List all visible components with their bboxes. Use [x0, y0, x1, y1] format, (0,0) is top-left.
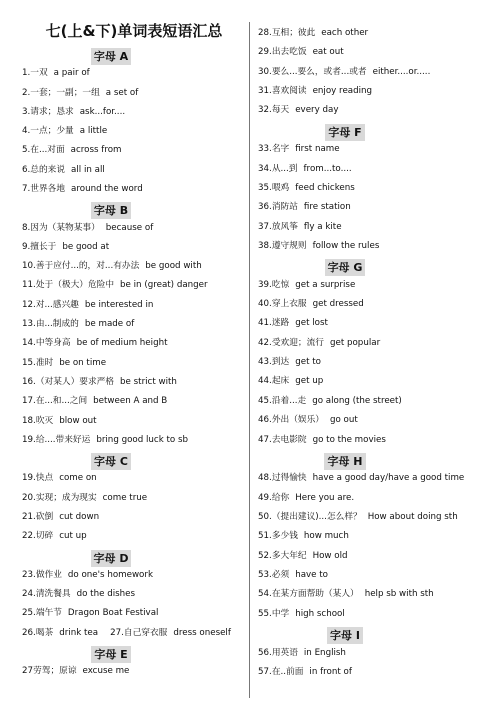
entry-english: be in (great) danger	[120, 280, 208, 291]
section-header-label: 字母 G	[325, 259, 366, 276]
section-header	[258, 451, 432, 469]
vocab-entry	[22, 604, 158, 623]
entry-number: 35.	[258, 182, 272, 193]
entry-number: 57.	[258, 666, 272, 677]
entry-chinese: 一点；少量	[30, 126, 74, 137]
entry-number: 12.	[22, 299, 36, 310]
entry-chinese: 准时	[35, 357, 54, 368]
entry-english: How about doing sth	[367, 512, 458, 522]
vocab-entry	[258, 198, 351, 217]
section-header-label: 字母 C	[91, 453, 131, 470]
entry-english: either....or.....	[372, 66, 431, 77]
entry-number: 22.	[22, 531, 36, 542]
entry-chinese: 在...对面	[30, 145, 65, 156]
entry-chinese: 去电影院	[271, 434, 307, 445]
vocab-entry	[22, 566, 153, 585]
entry-english: in English	[303, 647, 346, 658]
entry-chinese: 自己穿衣服	[123, 627, 168, 638]
entry-number: 18.	[22, 415, 36, 426]
entry-english: bring good luck to sb	[96, 434, 189, 445]
entry-number: 31.	[258, 86, 272, 97]
entry-chinese: 世界各地	[30, 184, 66, 195]
entry-chinese: 外出（娱乐）	[271, 415, 324, 426]
entry-english: do one's homework	[67, 569, 153, 580]
vocab-entry	[258, 218, 342, 237]
entry-chinese: 遵守规则	[271, 240, 307, 251]
entry-english: eat out	[312, 47, 344, 58]
section-header-label: 字母 D	[91, 550, 132, 567]
section-header	[22, 200, 200, 218]
entry-number: 16.	[22, 376, 36, 387]
section-header	[258, 257, 432, 275]
entry-chinese: 因为（某物某事）	[30, 222, 100, 233]
vocab-entry	[258, 527, 349, 546]
vocab-entry	[22, 180, 143, 199]
vocab-entry	[258, 372, 323, 391]
vocab-entry	[22, 103, 125, 122]
vocab-entry	[22, 276, 208, 295]
entry-number: 46.	[258, 415, 272, 426]
entry-chinese: 在...和...之间	[35, 396, 88, 407]
entry-english: high school	[295, 608, 345, 619]
vocab-entry	[258, 469, 464, 488]
vocab-entry	[22, 122, 107, 141]
entry-english: get a surprise	[295, 279, 356, 290]
entry-number: 28.	[258, 28, 272, 38]
vocab-entry	[258, 566, 328, 585]
vocab-entry	[258, 663, 352, 682]
entry-chinese: 请求；恳求	[30, 106, 74, 117]
entry-english: a set of	[105, 87, 139, 98]
entry-chinese: 由...制成的	[35, 319, 79, 330]
entry-english: first name	[295, 144, 340, 155]
entry-english: each other	[321, 28, 369, 38]
section-header-label: 字母 B	[91, 202, 131, 219]
entry-number: 56.	[258, 647, 272, 658]
entry-number: 3.	[22, 106, 31, 117]
vocab-entry	[258, 314, 328, 333]
entry-chinese: 清洗餐具	[35, 589, 71, 600]
entry-chinese: 劳驾；原谅	[33, 666, 77, 677]
entry-english: go to the movies	[312, 434, 386, 445]
entry-chinese: 在..前面	[271, 666, 304, 677]
entry-chinese: 擅长于	[30, 241, 57, 252]
vocab-entry	[22, 624, 231, 643]
entry-chinese: 起床	[271, 376, 290, 387]
entry-number: 49.	[258, 492, 272, 503]
vocab-entry	[258, 489, 354, 508]
entry-chinese: 砍倒	[35, 511, 54, 522]
entry-number: 11.	[22, 280, 36, 291]
entry-chinese: 迷路	[271, 318, 290, 329]
vocab-entry	[22, 141, 121, 160]
entry-chinese: 穿上衣服	[271, 299, 307, 310]
entry-number: 48.	[258, 473, 272, 484]
vocab-entry	[22, 64, 90, 83]
vocab-entry	[258, 411, 358, 430]
entry-chinese: 实现；成为现实	[35, 492, 97, 503]
vocab-entry	[258, 295, 364, 314]
vocab-entry	[22, 392, 167, 411]
section-header-label: 字母 F	[325, 124, 364, 141]
section-header	[22, 46, 200, 64]
entry-number: 6.	[22, 164, 31, 175]
entry-english: cut down	[59, 511, 100, 522]
entry-number: 42.	[258, 337, 272, 348]
entry-english: have a good day/have a good time	[312, 473, 465, 484]
entry-chinese: 中学	[271, 608, 290, 619]
entry-english: ask...for....	[79, 106, 126, 117]
vocab-entry	[22, 219, 153, 238]
entry-chinese: 沿着...走	[271, 395, 307, 406]
entry-number: 51.	[258, 531, 272, 542]
vocab-entry	[22, 373, 177, 392]
entry-number: 27	[22, 666, 34, 677]
entry-chinese: 处于（极大）危险中	[35, 280, 115, 291]
entry-number: 38.	[258, 240, 272, 251]
entry-chinese: 用英语	[271, 647, 298, 658]
entry-english: because of	[105, 222, 154, 233]
entry-english: excuse me	[82, 666, 130, 677]
entry-chinese: 多少钱	[271, 531, 298, 542]
vocab-entry	[22, 238, 109, 257]
vocab-entry	[22, 527, 87, 546]
entry-number: 30.	[258, 66, 272, 77]
vocab-entry	[22, 315, 134, 334]
section-header-label: 字母 H	[324, 453, 365, 470]
section-header	[22, 451, 200, 469]
vocab-entry	[258, 160, 352, 179]
entry-number: 33.	[258, 144, 272, 155]
entry-english: drink tea	[59, 627, 99, 638]
vocab-entry	[258, 508, 458, 527]
entry-english: blow out	[59, 415, 97, 426]
entry-english: be strict with	[120, 376, 177, 387]
vocab-entry	[22, 354, 106, 373]
entry-number: 54.	[258, 589, 272, 600]
entry-chinese: 吃惊	[271, 279, 290, 290]
section-header	[258, 122, 432, 140]
entry-chinese: 喂鸡	[271, 182, 290, 193]
entry-chinese: （提出建议)...怎么样？	[271, 512, 362, 522]
vocab-entry	[258, 431, 386, 450]
entry-number: 2.	[22, 87, 31, 98]
entry-chinese: 喜欢阅读	[271, 86, 307, 97]
entry-chinese: 要么...要么，或者...或者	[271, 66, 367, 77]
section-header	[22, 644, 200, 662]
entry-english: get to	[295, 357, 321, 368]
entry-chinese: 受欢迎；流行	[271, 337, 324, 348]
section-header-label: 字母 A	[91, 48, 131, 65]
entry-english: have to	[295, 570, 329, 581]
vocab-entry	[22, 585, 135, 604]
vocab-entry	[258, 24, 368, 43]
entry-number: 32.	[258, 105, 272, 116]
vocab-entry	[22, 469, 97, 488]
entry-chinese: 过得愉快	[271, 473, 307, 484]
entry-number: 21.	[22, 511, 36, 522]
section-header	[22, 548, 200, 566]
entry-chinese: 到达	[271, 357, 290, 368]
entry-number: 5.	[22, 145, 31, 156]
entry-chinese: 端午节	[35, 608, 62, 619]
entry-english: be interested in	[84, 299, 154, 310]
entry-number: 52.	[258, 550, 272, 561]
entry-english: be good at	[62, 241, 110, 252]
entry-number: 29.	[258, 47, 272, 58]
vocab-entry	[22, 508, 99, 527]
entry-chinese: 出去吃饭	[271, 47, 307, 58]
entry-english: be good with	[145, 261, 202, 272]
entry-english: get lost	[295, 318, 328, 329]
entry-number: 45.	[258, 395, 272, 406]
vocab-entry	[258, 585, 434, 604]
vocab-entry	[22, 334, 168, 353]
vocab-entry	[22, 662, 129, 681]
entry-chinese: 名字	[271, 144, 290, 155]
vocab-entry	[258, 276, 355, 295]
entry-english: feed chickens	[295, 182, 355, 193]
vocab-entry	[22, 412, 97, 431]
entry-english: get popular	[329, 337, 381, 348]
vocab-entry	[258, 63, 430, 82]
entry-english: come true	[102, 492, 148, 503]
entry-english: follow the rules	[312, 240, 380, 251]
entry-chinese: 每天	[271, 105, 290, 116]
entry-english: get up	[295, 376, 324, 387]
entry-english: all in all	[71, 164, 105, 175]
entry-english: every day	[295, 105, 339, 116]
entry-chinese: 放风筝	[271, 221, 298, 232]
vocab-entry	[258, 605, 345, 624]
entry-english: be on time	[59, 357, 107, 368]
entry-english: between A and B	[93, 396, 168, 407]
vocab-entry	[258, 237, 379, 256]
entry-chinese: 喝茶	[35, 627, 54, 638]
entry-number: 4.	[22, 126, 31, 137]
entry-number: 44.	[258, 376, 272, 387]
entry-english: from...to....	[303, 163, 352, 174]
entry-number: 40.	[258, 299, 272, 310]
entry-chinese: （对某人）要求严格	[35, 376, 115, 387]
entry-number: 41.	[258, 318, 272, 329]
entry-chinese: 多大年纪	[271, 550, 307, 561]
entry-english: a little	[79, 126, 108, 137]
entry-english: get dressed	[312, 299, 364, 310]
entry-english: Dragon Boat Festival	[67, 608, 159, 619]
vocab-entry	[258, 101, 339, 120]
entry-chinese: 在某方面帮助（某人）	[271, 589, 359, 600]
entry-english: how much	[303, 531, 349, 542]
entry-number: 37.	[258, 221, 272, 232]
vocab-entry	[258, 82, 372, 101]
vocab-entry	[258, 392, 402, 411]
section-header	[258, 625, 432, 643]
vocab-entry	[22, 296, 153, 315]
vocab-entry	[258, 179, 355, 198]
entry-number: 23.	[22, 569, 36, 580]
vocab-entry	[258, 334, 380, 353]
entry-number: 24.	[22, 589, 36, 600]
entry-chinese: 必须	[271, 570, 290, 581]
entry-chinese: 消防站	[271, 202, 298, 213]
entry-chinese: 一套；一副；一组	[30, 87, 100, 98]
entry-number: 47.	[258, 434, 272, 445]
entry-english: fly a kite	[303, 221, 342, 232]
entry-chinese: 吹灭	[35, 415, 54, 426]
entry-number: 53.	[258, 570, 272, 581]
entry-number: 39.	[258, 279, 272, 290]
entry-number: 27.	[110, 627, 124, 638]
entry-number: 34.	[258, 163, 272, 174]
entry-chinese: 做作业	[35, 569, 62, 580]
entry-english: How old	[312, 550, 348, 561]
entry-number: 25.	[22, 608, 36, 619]
entry-number: 1.	[22, 68, 31, 79]
entry-number: 43.	[258, 357, 272, 368]
entry-number: 14.	[22, 338, 36, 349]
entry-english: help sb with sth	[364, 589, 434, 600]
section-header-label: 字母 I	[327, 627, 363, 644]
entry-chinese: 互相；彼此	[271, 28, 316, 38]
entry-number: 20.	[22, 492, 36, 503]
entry-english: enjoy reading	[312, 86, 373, 97]
entry-english: do the dishes	[76, 589, 136, 600]
vocab-entry	[258, 547, 348, 566]
entry-english: come on	[59, 473, 97, 484]
entry-number: 9.	[22, 241, 31, 252]
entry-english: across from	[70, 145, 122, 156]
entry-chinese: 切碎	[35, 531, 54, 542]
entry-number: 15.	[22, 357, 36, 368]
vocab-entry	[258, 43, 344, 62]
section-header-label: 字母 E	[91, 646, 130, 663]
vocab-entry	[258, 644, 346, 663]
entry-chinese: 给....带来好运	[35, 434, 91, 445]
entry-english: go out	[329, 415, 358, 426]
entry-number: 17.	[22, 396, 36, 407]
entry-english: fire station	[303, 202, 351, 213]
entry-number: 55.	[258, 608, 272, 619]
entry-chinese: 从...到	[271, 163, 298, 174]
entry-chinese: 对...感兴趣	[35, 299, 79, 310]
entry-english: be made of	[84, 319, 135, 330]
entry-number: 13.	[22, 319, 36, 330]
entry-number: 50.	[258, 512, 272, 522]
entry-english: around the word	[71, 184, 143, 195]
entry-english: in front of	[309, 666, 352, 677]
entry-chinese: 给你	[271, 492, 290, 503]
entry-chinese: 总的来说	[30, 164, 66, 175]
vocab-entry	[22, 257, 202, 276]
entry-english: a pair of	[53, 68, 90, 79]
entry-number: 8.	[22, 222, 31, 233]
entry-chinese: 中等身高	[35, 338, 71, 349]
entry-number: 7.	[22, 184, 31, 195]
entry-number: 36.	[258, 202, 272, 213]
vocab-entry	[22, 489, 147, 508]
vocab-entry	[22, 161, 105, 180]
entry-number: 19.	[22, 473, 36, 484]
entry-english: cut up	[59, 531, 87, 542]
entry-chinese: 善于应付...的，对...有办法	[35, 261, 140, 272]
entry-number: 10.	[22, 261, 36, 272]
page-title: 七(上&下)单词表短语汇总	[45, 22, 223, 40]
entry-number: 19.	[22, 434, 36, 445]
vocab-entry	[258, 353, 321, 372]
vocab-entry	[22, 431, 188, 450]
entry-chinese: 快点	[35, 473, 54, 484]
entry-english: Here you are.	[295, 492, 355, 503]
entry-number: 26.	[22, 627, 36, 638]
entry-english: go along (the street)	[312, 395, 402, 406]
column-divider	[249, 22, 250, 698]
entry-english: be of medium height	[76, 338, 168, 349]
entry-english: dress oneself	[173, 627, 231, 638]
vocab-entry	[22, 84, 138, 103]
vocab-entry	[258, 140, 340, 159]
entry-chinese: 一双	[30, 68, 48, 79]
